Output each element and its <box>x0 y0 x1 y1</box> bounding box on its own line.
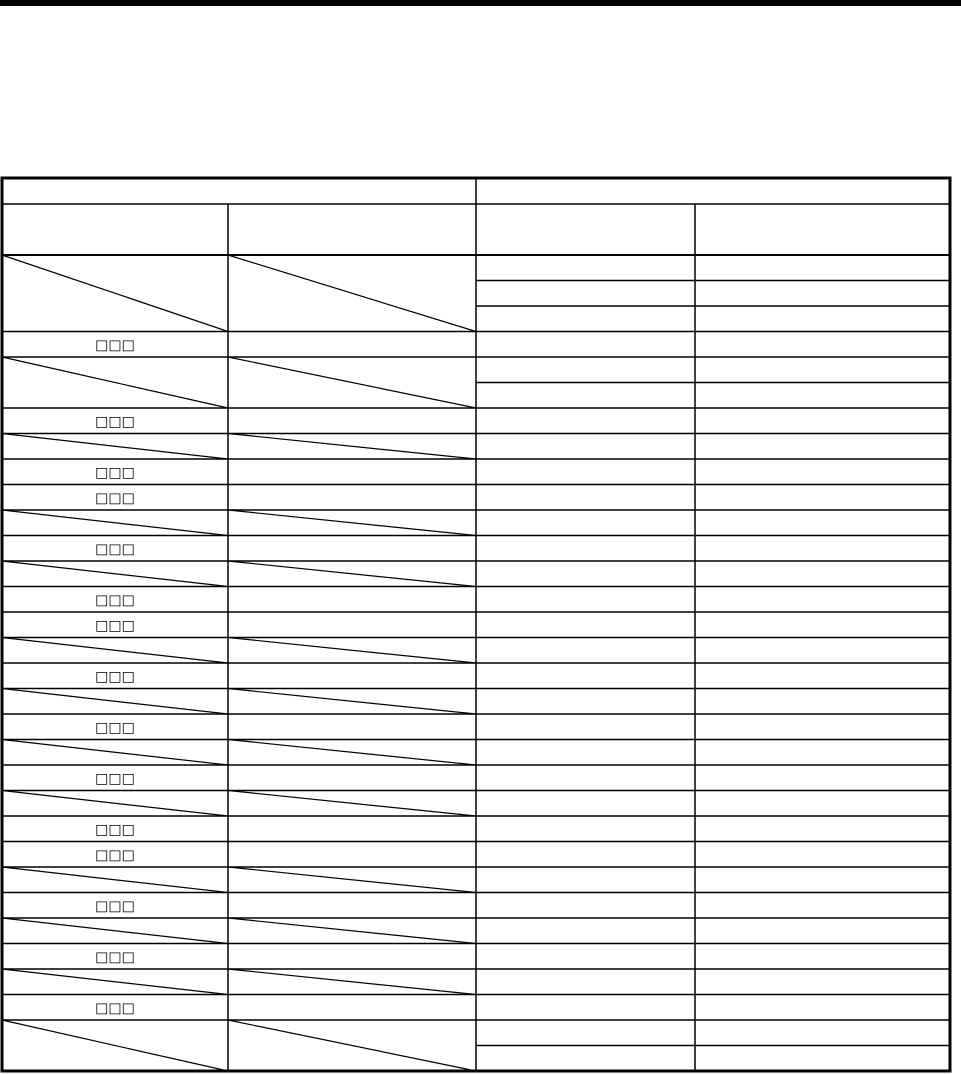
row-code: □□□ <box>95 413 135 430</box>
row-code: □□□ <box>95 719 135 736</box>
row-code: □□□ <box>95 668 135 685</box>
row-codes <box>95 337 135 1016</box>
diagonal-strike-col2 <box>228 357 476 408</box>
diagonal-strike-col1 <box>2 510 228 536</box>
row-code: □□□ <box>95 847 135 864</box>
diagonal-strike-col2 <box>228 867 476 893</box>
diagonal-strike-col2 <box>228 740 476 766</box>
diagonal-strike-col2 <box>228 638 476 664</box>
diagonal-strike-col1 <box>2 740 228 766</box>
row-code: □□□ <box>95 821 135 838</box>
row-code: □□□ <box>95 490 135 507</box>
diagonal-strike-col1 <box>2 1020 228 1071</box>
diagonal-strike-col2 <box>228 510 476 536</box>
row-code: □□□ <box>95 541 135 558</box>
row-code: □□□ <box>95 464 135 481</box>
diagonal-strike-col2 <box>228 561 476 587</box>
diagonal-strike-col1 <box>2 867 228 893</box>
diagonal-strike-col2 <box>228 969 476 995</box>
row-code: □□□ <box>95 592 135 609</box>
diagonal-strike-col2 <box>228 255 476 332</box>
row-code: □□□ <box>95 617 135 634</box>
diagonal-strike-col2 <box>228 689 476 715</box>
diagonal-strike-col1 <box>2 357 228 408</box>
diagonal-strike-col2 <box>228 1020 476 1071</box>
row-code: □□□ <box>95 898 135 915</box>
diagonal-strike-col1 <box>2 689 228 715</box>
row-code: □□□ <box>95 337 135 354</box>
row-code: □□□ <box>95 770 135 787</box>
diagonal-strike-col1 <box>2 255 228 332</box>
diagonal-strike-col1 <box>2 561 228 587</box>
row-code: □□□ <box>95 1000 135 1017</box>
diagonal-strike-col1 <box>2 969 228 995</box>
diagonal-strike-col1 <box>2 434 228 460</box>
diagonal-strike-col1 <box>2 638 228 664</box>
diagonal-strike-col1 <box>2 918 228 944</box>
row-code: □□□ <box>95 949 135 966</box>
diagonal-strike-col2 <box>228 791 476 817</box>
diagonal-strike-col2 <box>228 918 476 944</box>
diagonal-strike-col2 <box>228 434 476 460</box>
diagonal-strike-col1 <box>2 791 228 817</box>
table-grid <box>2 178 950 1071</box>
